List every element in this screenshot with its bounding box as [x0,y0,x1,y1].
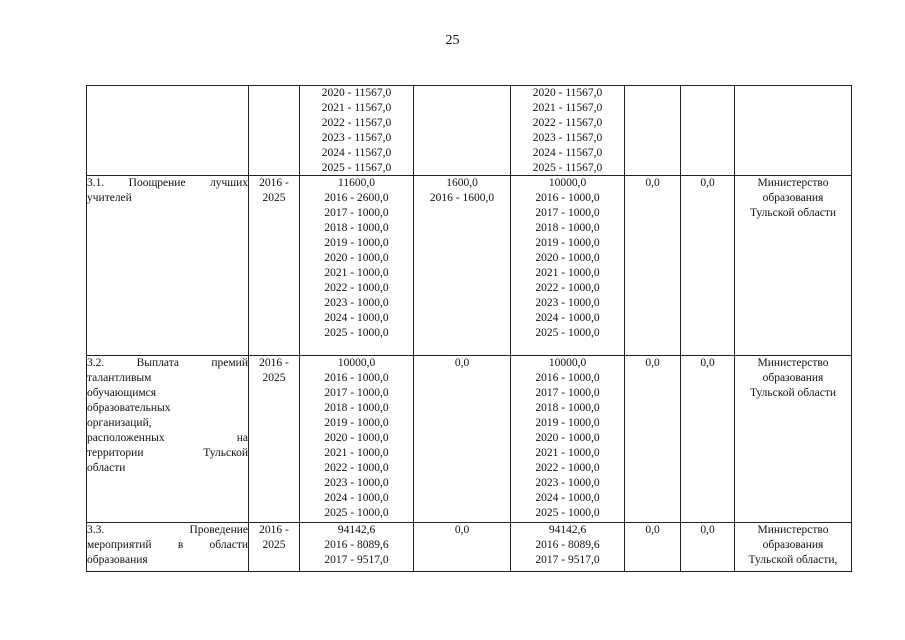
year-value: 2020 - 11567,0 [321,87,392,99]
measure-name-line: мероприятий в области [87,539,248,552]
year-value: 2017 - 1000,0 [324,207,389,220]
measure-name-cell [87,356,249,523]
year-value: 2020 - 1000,0 [535,251,600,264]
year-value: 2025 - 1000,0 [324,506,389,519]
regional-value: 94142,6 [548,524,587,537]
year-value: 2024 - 1000,0 [535,311,600,324]
year-value: 2025 - 1000,0 [535,506,600,519]
extra-value: 0,0 [700,357,715,370]
measure-name-line: расположенных на [87,431,248,444]
year-value: 2022 - 11567,0 [321,116,392,129]
page-number: 25 [445,33,460,48]
federal-value: 1600,0 [446,177,478,190]
regional-cell [511,523,625,572]
executor-cell [735,86,852,176]
total-cell [300,86,414,176]
year-value: 2021 - 1000,0 [324,266,389,279]
table-row [87,523,852,572]
regional-value: 10000,0 [548,177,587,190]
executor-line: образования [762,192,824,205]
local-value: 0,0 [645,357,660,370]
measure-name-line: талантливым [87,372,152,385]
federal-cell [414,523,511,572]
year-value: 2022 - 11567,0 [532,116,603,129]
total-value: 10000,0 [337,357,376,370]
year-value: 2020 - 1000,0 [535,431,600,444]
year-value: 2022 - 1000,0 [535,281,600,294]
executor-line: Министерство [757,357,829,370]
year-value: 2025 - 1000,0 [535,326,600,339]
year-value: 2017 - 9517,0 [324,554,389,567]
executor-cell [735,523,852,572]
year-value: 2024 - 11567,0 [532,146,603,159]
executor-line: Министерство [757,177,829,190]
budget-table [86,85,852,572]
regional-cell [511,176,625,356]
year-value: 2021 - 1000,0 [535,266,600,279]
measure-name-line: учителей [87,192,132,205]
year-value: 2021 - 1000,0 [324,446,389,459]
year-value: 2023 - 1000,0 [535,296,600,309]
measure-name-line: территории Тульской [87,446,248,459]
local-cell [625,523,681,572]
year-value: 2016 - 2600,0 [324,192,389,205]
local-cell [625,176,681,356]
executor-cell [735,356,852,523]
total-cell [300,523,414,572]
year-value: 2021 - 11567,0 [532,101,603,114]
extra-cell [681,523,735,572]
year-value: 2016 - 8089,6 [535,539,600,552]
measure-name-line: образовательных [87,402,171,415]
federal-value: 0,0 [454,357,470,370]
measure-name-cell [87,523,249,572]
federal-cell [414,176,511,356]
measure-name-line: организаций, [87,417,152,430]
year-value: 2023 - 1000,0 [324,476,389,489]
year-value: 2020 - 11567,0 [532,87,603,99]
year-value: 2019 - 1000,0 [324,417,389,430]
year-value: 2024 - 1000,0 [324,311,389,324]
total-cell [300,356,414,523]
period-cell [249,356,300,523]
total-value: 94142,6 [337,524,376,537]
year-value: 2021 - 1000,0 [535,446,600,459]
extra-value: 0,0 [700,177,715,190]
year-value: 2016 - 1000,0 [535,372,600,385]
measure-name-line: обучающимся [87,387,157,400]
federal-value: 0,0 [454,524,470,537]
year-value: 2023 - 11567,0 [321,131,392,144]
year-value: 2025 - 11567,0 [532,161,603,174]
period-end: 2025 [262,192,286,205]
year-value: 2018 - 1000,0 [324,222,389,235]
regional-cell [511,356,625,523]
extra-cell [681,176,735,356]
year-value: 2020 - 1000,0 [324,251,389,264]
measure-name-line: 3.2. Выплата премий [87,357,248,370]
extra-cell [681,86,735,176]
local-value: 0,0 [645,524,660,537]
year-value: 2016 - 1000,0 [535,192,600,205]
executor-cell [735,176,852,356]
year-value: 2023 - 11567,0 [532,131,603,144]
year-value: 2018 - 1000,0 [535,222,600,235]
continuation-row [87,86,852,176]
year-value: 2018 - 1000,0 [535,402,600,415]
period-end: 2025 [262,539,286,552]
year-value: 2016 - 1600,0 [429,192,495,205]
table-row [87,176,852,356]
year-value: 2022 - 1000,0 [324,281,389,294]
measure-name-line: образования [87,554,148,567]
federal-cell [414,86,511,176]
executor-line: образования [762,372,824,385]
year-value: 2024 - 11567,0 [321,146,392,159]
regional-value: 10000,0 [548,357,587,370]
year-value: 2023 - 1000,0 [324,296,389,309]
period-end: 2025 [262,372,286,385]
year-value: 2016 - 8089,6 [324,539,389,552]
measure-name-line: области [87,461,126,474]
year-value: 2020 - 1000,0 [324,431,389,444]
period-cell [249,176,300,356]
year-value: 2017 - 1000,0 [535,207,600,220]
year-value: 2017 - 9517,0 [535,554,600,567]
year-value: 2021 - 11567,0 [321,101,392,114]
period-start: 2016 - [259,357,289,370]
year-value: 2019 - 1000,0 [324,237,389,250]
local-cell [625,86,681,176]
period-start: 2016 - [259,524,289,537]
year-value: 2025 - 1000,0 [324,326,389,339]
measure-name-line: 3.3. Проведение [87,524,248,537]
period-cell [249,523,300,572]
year-value: 2022 - 1000,0 [535,461,600,474]
year-value: 2017 - 1000,0 [535,387,600,400]
year-value: 2019 - 1000,0 [535,417,600,430]
total-value: 11600,0 [338,177,375,190]
executor-line: Тульской области [749,207,836,220]
table-row [87,356,852,523]
year-value: 2025 - 11567,0 [321,161,392,174]
period-start: 2016 - [259,177,289,190]
executor-line: Тульской области, [748,554,838,567]
year-value: 2019 - 1000,0 [535,237,600,250]
extra-value: 0,0 [700,524,715,537]
local-value: 0,0 [645,177,660,190]
total-cell [300,176,414,356]
name-cell [87,86,249,176]
year-value: 2024 - 1000,0 [324,491,389,504]
year-value: 2022 - 1000,0 [324,461,389,474]
executor-line: образования [762,539,824,552]
year-value: 2024 - 1000,0 [535,491,600,504]
year-value: 2017 - 1000,0 [324,387,389,400]
regional-cell [511,86,625,176]
executor-line: Министерство [757,524,829,537]
measure-name-line: 3.1. Поощрение лучших [87,177,248,190]
measure-name-cell [87,176,249,356]
local-cell [625,356,681,523]
executor-line: Тульской области [749,387,836,400]
period-cell [249,86,300,176]
federal-cell [414,356,511,523]
year-value: 2016 - 1000,0 [324,372,389,385]
year-value: 2018 - 1000,0 [324,402,389,415]
year-value: 2023 - 1000,0 [535,476,600,489]
extra-cell [681,356,735,523]
